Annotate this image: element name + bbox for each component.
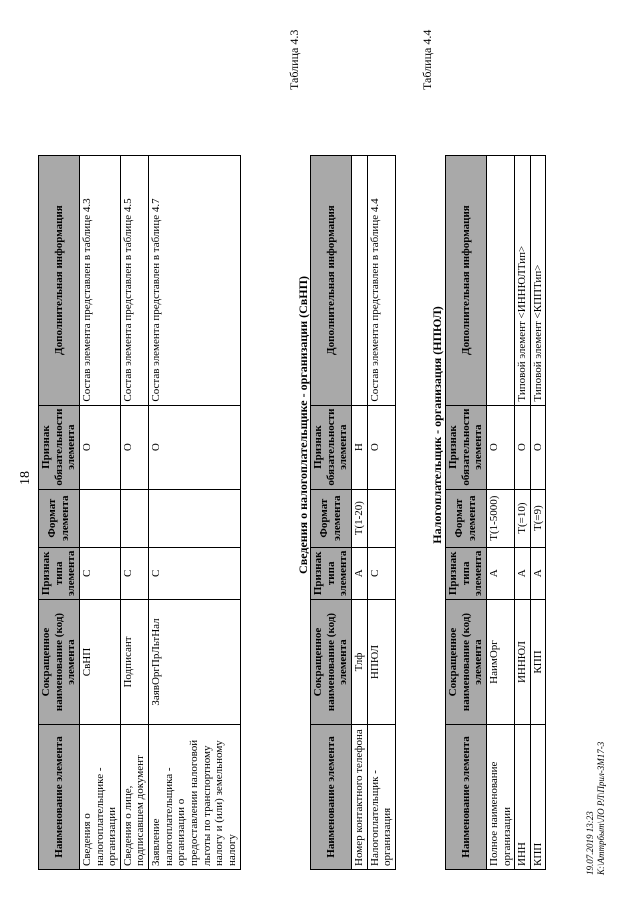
table-header-row xyxy=(446,155,487,869)
table-cell: О xyxy=(149,405,240,489)
table-cell: Тлф xyxy=(351,600,367,725)
column-header: Признак типа элемента xyxy=(311,547,352,599)
table-cell: С xyxy=(149,547,240,599)
table-row xyxy=(530,155,546,869)
column-header: Признак обязательности элемента xyxy=(311,405,352,489)
table-row xyxy=(367,155,395,869)
table-cell: А xyxy=(530,547,546,599)
table-cell: НПЮЛ xyxy=(367,600,395,725)
table-cell: T(=10) xyxy=(515,489,531,547)
table-cell: Подписант xyxy=(120,600,148,725)
table-cell: Сведения о налогоплательщике - организации xyxy=(79,725,120,870)
column-header: Сокращенное наименование (код) элемента xyxy=(446,600,487,725)
table-cell: T(1-5000) xyxy=(486,489,514,547)
column-header: Наименование элемента xyxy=(39,725,80,870)
table-cell: T(=9) xyxy=(530,489,546,547)
table-cell: Полное наименование организации xyxy=(486,725,514,870)
table-cell: Налогоплательщик - организация xyxy=(367,725,395,870)
column-header: Дополнительная информация xyxy=(446,155,487,405)
table-cell: T(1-20) xyxy=(351,489,367,547)
table-title-npyul: Налогоплательщик - организация (НПЮЛ) xyxy=(430,306,444,544)
table-cell: Типовой элемент <ИННЮЛТип> xyxy=(515,155,531,405)
column-header: Сокращенное наименование (код) элемента xyxy=(39,600,80,725)
table-cell: О xyxy=(367,405,395,489)
table-row xyxy=(149,155,240,869)
footer-note xyxy=(585,742,607,875)
column-header: Сокращенное наименование (код) элемента xyxy=(311,600,352,725)
table-cell xyxy=(79,489,120,547)
table-cell: ИННЮЛ xyxy=(515,600,531,725)
column-header: Признак обязательности элемента xyxy=(446,405,487,489)
table-row xyxy=(515,155,531,869)
column-header: Признак типа элемента xyxy=(446,547,487,599)
column-header: Наименование элемента xyxy=(446,725,487,870)
table-cell: КПП xyxy=(530,725,546,870)
table-cell: Состав элемента представлен в таблице 4.4 xyxy=(367,155,395,405)
table-cell: НаимОрг xyxy=(486,600,514,725)
table-cell: Сведения о лице, подписавшем документ xyxy=(120,725,148,870)
table-cell: Н xyxy=(351,405,367,489)
table-header-row xyxy=(311,155,352,869)
column-header: Дополнительная информация xyxy=(311,155,352,405)
table-cell: О xyxy=(530,405,546,489)
table-cell: Номер контактного телефона xyxy=(351,725,367,870)
column-header: Признак обязательности элемента xyxy=(39,405,80,489)
column-header: Формат элемента xyxy=(446,489,487,547)
column-header: Признак типа элемента xyxy=(39,547,80,599)
table-cell: Состав элемента представлен в таблице 4.3 xyxy=(79,155,120,405)
table-cell: КПП xyxy=(530,600,546,725)
table-cell: СвНП xyxy=(79,600,120,725)
table-cell xyxy=(149,489,240,547)
table-cell: ЗаявОргПрЛьтНал xyxy=(149,600,240,725)
table-cell: Заявление налогоплательщика - организации о предоставлении налоговой льготы по транспортному налогу и (или) земельному налогу xyxy=(149,725,240,870)
table-cell: А xyxy=(486,547,514,599)
table-cell: Типовой элемент <КППТип> xyxy=(530,155,546,405)
table-npyul xyxy=(445,155,546,870)
table-caption-4-3: Таблица 4.3 xyxy=(287,29,301,90)
table-cell xyxy=(367,489,395,547)
table-cell: С xyxy=(367,547,395,599)
column-header: Формат элемента xyxy=(311,489,352,547)
table-title-svnp: Сведения о налогоплательщике - организации (СвНП) xyxy=(296,276,310,574)
table-row xyxy=(79,155,120,869)
table-cell xyxy=(351,155,367,405)
table-svnp xyxy=(310,155,396,870)
column-header: Формат элемента xyxy=(39,489,80,547)
table-row xyxy=(486,155,514,869)
table-cell: О xyxy=(486,405,514,489)
column-header: Дополнительная информация xyxy=(39,155,80,405)
table-caption-4-4: Таблица 4.4 xyxy=(420,29,434,90)
table-cell: Состав элемента представлен в таблице 4.7 xyxy=(149,155,240,405)
footer-timestamp: 19.07.2019 13:23 xyxy=(585,811,595,875)
table-cell: А xyxy=(515,547,531,599)
table-cell xyxy=(486,155,514,405)
table-row xyxy=(120,155,148,869)
column-header: Наименование элемента xyxy=(311,725,352,870)
table-elements xyxy=(38,155,241,870)
table-cell: О xyxy=(120,405,148,489)
table-cell: О xyxy=(79,405,120,489)
table-cell: О xyxy=(515,405,531,489)
table-cell: С xyxy=(79,547,120,599)
table-cell: А xyxy=(351,547,367,599)
page-number: 18 xyxy=(18,471,33,485)
table-cell: Состав элемента представлен в таблице 4.5 xyxy=(120,155,148,405)
footer-path: К:\Аттрбыт\ЛО РЛ\Прил-ЗМ17-3 xyxy=(595,741,606,875)
table-cell: ИНН xyxy=(515,725,531,870)
table-cell: С xyxy=(120,547,148,599)
table-cell xyxy=(120,489,148,547)
table-row xyxy=(351,155,367,869)
table-header-row xyxy=(39,155,80,869)
